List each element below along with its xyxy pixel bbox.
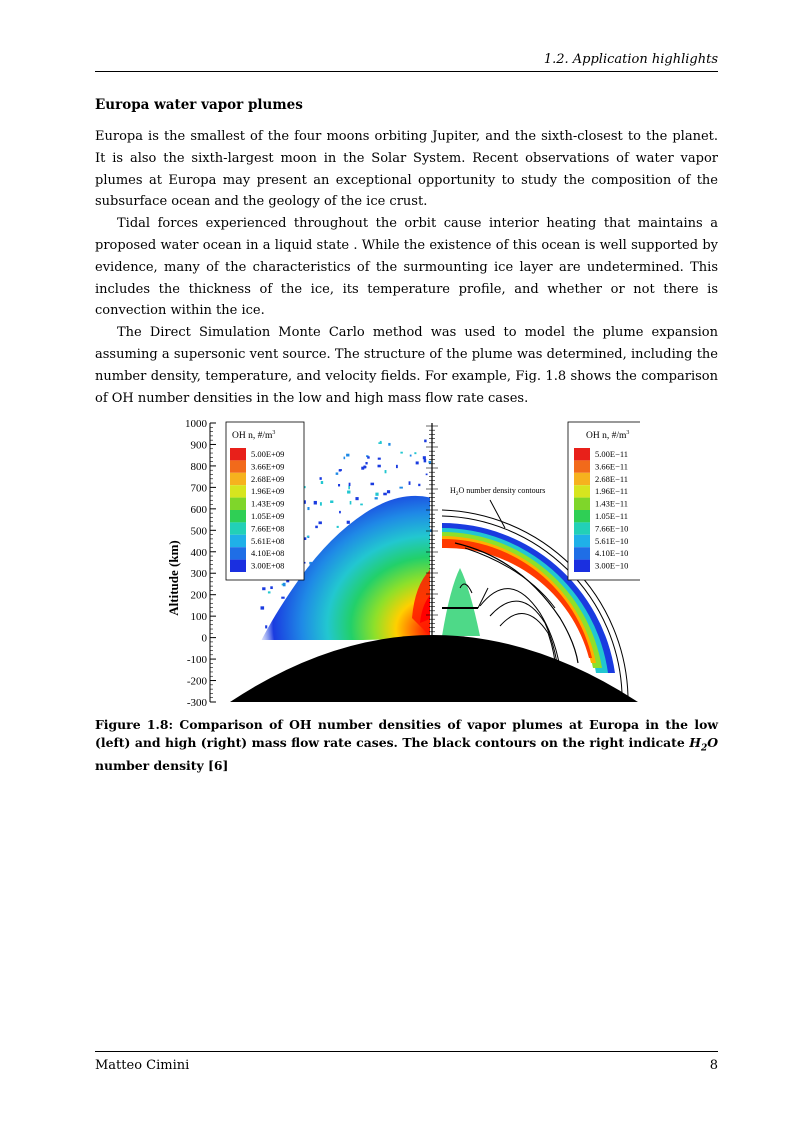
right-legend-label: 5.00E−11 (595, 449, 629, 459)
plume-speck (265, 625, 267, 628)
plume-speck (347, 521, 350, 524)
plume-speck (370, 483, 374, 486)
plume-speck (336, 472, 339, 474)
caption-tail: number density [6] (95, 758, 229, 774)
right-legend-label: 1.96E−11 (595, 486, 629, 497)
legend-right-title: OH n, #/m (586, 431, 627, 441)
plume-speck (429, 461, 432, 463)
left-legend-swatch (230, 448, 246, 460)
right-legend-swatch (574, 547, 590, 559)
left-legend-label: 1.96E+09 (251, 486, 285, 497)
plume-speck (375, 493, 378, 496)
left-legend-label: 5.61E+08 (251, 535, 285, 546)
plume-speck (385, 470, 387, 473)
plume-figure-svg (160, 418, 640, 708)
footer-rule (95, 1051, 718, 1052)
plume-speck (307, 536, 309, 538)
plume-speck (338, 484, 340, 486)
plume-speck (363, 466, 366, 468)
page-number: 8 (709, 1058, 718, 1073)
right-legend-label: 4.10E−10 (595, 548, 629, 559)
plume-speck (424, 459, 427, 462)
footer-author: Matteo Cimini (95, 1058, 190, 1073)
header-rule (95, 71, 718, 72)
plume-speck (349, 483, 351, 486)
annotation-prefix: H (450, 486, 456, 495)
plume-speck (410, 455, 412, 457)
plume-speck (418, 484, 420, 486)
plume-speck (321, 481, 323, 484)
left-legend-swatch (230, 498, 246, 510)
plume-speck (330, 500, 333, 503)
plume-speck (378, 465, 381, 468)
right-legend-label: 3.66E−11 (595, 461, 629, 472)
left-legend-swatch (230, 535, 246, 547)
plume-speck (360, 504, 363, 506)
plume-speck (355, 497, 358, 500)
y-axis (185, 418, 216, 708)
left-legend-label: 4.10E+08 (251, 548, 285, 559)
y-tick-label: -100 (186, 654, 207, 667)
contour-annotation (447, 484, 562, 497)
left-legend-label: 7.66E+08 (251, 523, 285, 534)
running-head: 1.2. Application highlights (543, 52, 718, 67)
annotation-sub: 2 (455, 491, 459, 497)
y-tick-label: 400 (190, 546, 207, 559)
plume-speck (261, 606, 265, 609)
right-legend-swatch (574, 498, 590, 510)
right-legend-swatch (574, 460, 590, 472)
plume-speck (339, 469, 342, 471)
plume-speck (319, 521, 322, 524)
plume-figure (160, 418, 640, 708)
y-tick-label: 1000 (185, 418, 207, 430)
left-legend-swatch (230, 485, 246, 497)
plume-speck (367, 456, 369, 458)
plume-speck (281, 597, 284, 599)
section-heading: Europa water vapor plumes (95, 97, 303, 113)
plume-speck (388, 443, 390, 446)
plume-speck (426, 474, 428, 476)
y-tick-label: -200 (186, 675, 207, 688)
plume-speck (307, 507, 309, 510)
right-legend-label: 1.43E−11 (595, 498, 629, 509)
left-legend-label: 1.05E+09 (251, 511, 285, 521)
left-legend-swatch (230, 560, 246, 572)
caption-chem: $H_2O$ (689, 734, 718, 753)
annotation-suffix: O number density contours (458, 486, 546, 495)
plume-speck (365, 462, 367, 464)
right-legend-label: 3.00E−10 (595, 560, 629, 571)
plume-speck (320, 502, 322, 505)
svg-text:OH n, #/m3 (232, 430, 275, 441)
plume-speck (315, 526, 318, 528)
plume-speck (350, 501, 352, 505)
left-legend-label: 1.43E+09 (251, 498, 285, 509)
y-tick-label: 700 (190, 482, 207, 495)
plume-speck (339, 511, 341, 513)
right-legend-swatch (574, 522, 590, 534)
plume-speck (383, 493, 387, 496)
caption-lead: Figure 1.8: Comparison of OH number densities of vapor plumes at Europa in the low (left) and high (right) mass flow rate cases. The black contours on the right indicate (95, 717, 718, 750)
right-legend-label: 5.61E−10 (595, 535, 629, 546)
plume-speck (283, 583, 286, 587)
y-tick-label: 0 (201, 632, 207, 645)
right-legend-label: 2.68E−11 (595, 473, 629, 484)
left-legend-swatch (230, 510, 246, 522)
left-legend-label: 3.00E+08 (251, 560, 285, 571)
plume-speck (337, 526, 339, 528)
left-legend-label: 3.66E+09 (251, 461, 285, 472)
plume-speck (270, 586, 273, 589)
plume-speck (416, 461, 419, 464)
legend-left (226, 422, 304, 580)
plume-speck (314, 501, 317, 505)
plume-speck (387, 490, 390, 493)
left-legend-swatch (230, 522, 246, 534)
plume-speck (378, 442, 381, 444)
left-legend-label: 2.68E+09 (251, 473, 285, 484)
y-tick-label: 100 (190, 611, 207, 624)
legend-right (568, 422, 640, 580)
paragraph-1: Europa is the smallest of the four moons orbiting Jupiter, and the sixth-closest to the planet. It is also the sixth-largest moon in the Solar System. Recent observations of water vapor plumes at Europa may present an exceptional opportunity to study the composition of the subsurface ocean and the geology of the ice crust. (95, 129, 718, 210)
left-legend-swatch (230, 460, 246, 472)
right-legend-label: 7.66E−10 (595, 523, 629, 534)
plume-speck (409, 481, 411, 485)
plume-speck (347, 491, 350, 494)
plume-speck (414, 452, 416, 454)
legend-left-title-sup: 3 (272, 430, 276, 436)
legend-right-title-sup: 3 (626, 430, 630, 436)
plume-speck (320, 477, 322, 480)
y-tick-label: 600 (190, 503, 207, 516)
legend-left-title: OH n, #/m (232, 431, 273, 441)
y-tick-label: 500 (190, 525, 207, 538)
paragraph-3: The Direct Simulation Monte Carlo method was used to model the plume expansion assuming a supersonic vent source. The structure of the plume was determined, including the number density, temperature, and velocity fields. For example, Fig. 1.8 shows the comparison of OH number densities in the low and high mass flow rate cases. (95, 325, 718, 406)
right-legend-swatch (574, 535, 590, 547)
left-legend-label: 5.00E+09 (251, 449, 285, 459)
plume-speck (346, 454, 349, 457)
plume-speck (375, 497, 378, 499)
right-legend-swatch (574, 510, 590, 522)
plume-speck (396, 465, 398, 468)
plume-speck (399, 487, 402, 489)
plume-speck (378, 458, 381, 460)
plume-speck (400, 452, 402, 454)
left-legend-swatch (230, 547, 246, 559)
paragraph-2: Tidal forces experienced throughout the orbit cause interior heating that maintains a proposed water ocean in a liquid state . While the existence of this ocean is well supported by evidence, many of the characteristics of the surmounting ice layer are undetermined. This includes the thickness of the ice, its temperature profile, and whether or not there is convection within the ice. (95, 216, 718, 319)
plume-speck (423, 456, 426, 459)
y-tick-label: 200 (190, 589, 207, 602)
svg-text:OH n, #/m3 (586, 430, 629, 441)
plume-speck (268, 591, 271, 593)
plume-speck (424, 440, 426, 443)
y-tick-label: 300 (190, 568, 207, 581)
y-tick-label: 800 (190, 460, 207, 473)
y-axis-label: Altitude (km) (166, 540, 181, 616)
europa-surface (230, 635, 638, 702)
body-text (95, 126, 718, 409)
right-legend-swatch (574, 560, 590, 572)
y-tick-label: -300 (186, 697, 207, 708)
left-legend-swatch (230, 473, 246, 485)
right-legend-swatch (574, 448, 590, 460)
figure-caption (95, 716, 718, 775)
plume-speck (262, 587, 265, 590)
right-legend-swatch (574, 473, 590, 485)
right-legend-swatch (574, 485, 590, 497)
plume-speck (348, 486, 350, 490)
y-tick-label: 900 (190, 439, 207, 452)
right-legend-label: 1.05E−11 (595, 511, 629, 521)
plume-speck (344, 457, 346, 460)
